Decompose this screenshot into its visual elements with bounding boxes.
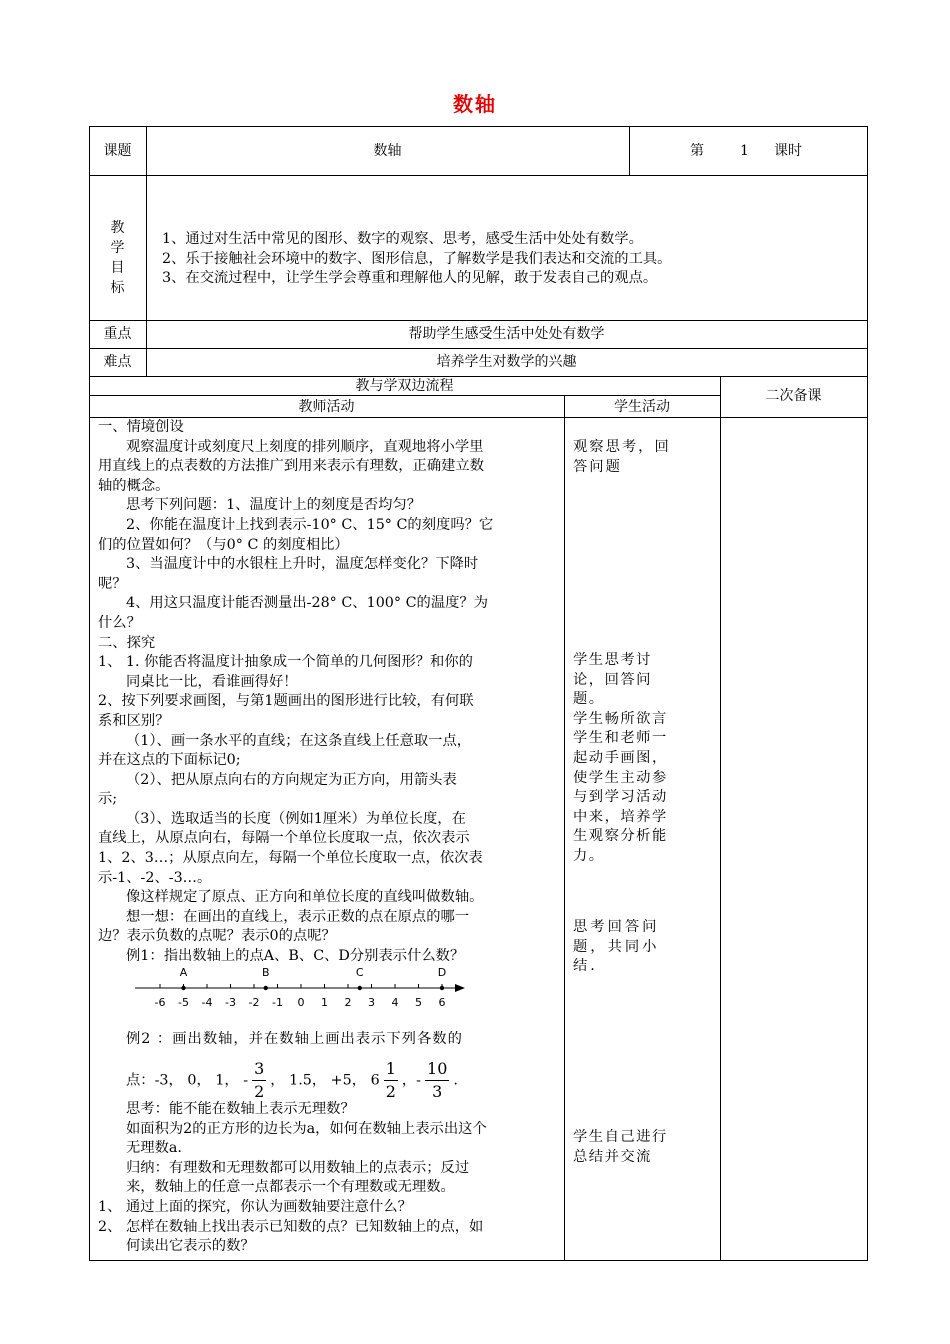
point-a [181, 986, 185, 990]
tick-label: 3 [368, 996, 375, 1009]
point-label: B [261, 966, 270, 979]
point-c [358, 986, 362, 990]
tick-label: -2 [248, 996, 260, 1009]
teacher-section-1: 一、情境创设 观察温度计或刻度尺上刻度的排列顺序，直观地将小学里 用直线上的点表数的方法推广到用来表示有理数，正确建立数 轴的概念。 思考下列问题：1、温度计上的刻度是否均匀？ 2、你能在温度计上找到表示-10° C、15° C的刻度吗？它 们的位置如何？（与0° C 的刻度相比） 3、当温度计中的水银柱上升时，温度怎样变化？下降时 呢？ 4、用这只温度计能否测量出-28° C、100° C的温度？为 什么？ 二、探究 1、 1. 你能否将温度计抽象成一个简单的几何图形？和你的 同桌比一比，看谁画得好！ 2、按下列要求画图，与第1题画出的图形进行比较，有何联 系和区别？ （1）、画一条水平的直线；在这条直线上任意取一点， 并在这点的下面标记0; （2）、把从原点向右的方向规定为正方向，用箭头表 示; （3）、选取适当的长度（例如1厘米）为单位长度，在 直线上，从原点向右，每隔一个单位长度取一点，依次表示 1、2、3…；从原点向左，每隔一个单位长度取一点，依次表 示-1、-2、-3…。 像这样规定了原点、正方向和单位长度的直线叫做数轴。 想一想：在画出的直线上，表示正数的点在原点的哪一 边？表示负数的点呢？表示0的点呢？ 例1：指出数轴上的点A、B、C、D分别表示什么数？ [98, 419, 494, 965]
difficult-point-value: 培养学生对数学的兴趣 [436, 354, 577, 370]
teacher-activity-header: 教师活动 [298, 399, 355, 415]
point-label: D [437, 966, 447, 979]
lesson-suffix: 课时 [774, 143, 802, 159]
student-activity-header: 学生活动 [614, 399, 670, 415]
student-block-3: 思考回答问 题，共同小 结. [573, 919, 660, 975]
process-header: 教与学双边流程 [355, 378, 454, 394]
lesson-number: 1 [740, 143, 749, 159]
topic-label: 课题 [103, 143, 132, 159]
point-label: A [179, 966, 188, 979]
point-label: C [355, 966, 364, 979]
tick-label: 6 [438, 996, 446, 1009]
tick-label: 4 [391, 996, 399, 1009]
key-point-value: 帮助学生感受生活中处处有数学 [408, 326, 605, 342]
fraction: $\frac{1}{2}$ [385, 1058, 396, 1101]
point-b [264, 986, 268, 990]
tick-label: -6 [154, 996, 166, 1009]
number-line [135, 962, 475, 1012]
axis-arrow [455, 984, 465, 992]
goals-list [162, 230, 671, 289]
fraction: $\frac{10}{3}$ [427, 1058, 448, 1101]
point-d [440, 986, 444, 990]
tick-label: 2 [344, 996, 352, 1009]
key-point-label: 重点 [103, 326, 132, 342]
tick-label: -4 [201, 996, 213, 1009]
fraction: $\frac{3}{2}$ [254, 1058, 265, 1101]
student-block-2: 学生思考讨 论，回答问 题。 学生畅所欲言 学生和老师一 起动手画图， 使学生主动参 与到学习活动 中来，培养学 生观察分析能 力。 [573, 652, 668, 864]
tick-label: -5 [178, 996, 189, 1009]
student-block-4: 学生自己进行 总结并交流 [573, 1129, 668, 1165]
lesson-prefix: 第 [690, 143, 704, 159]
goals-label: 教 学 目 标 [110, 220, 125, 296]
goal-item: 3、在交流过程中，让学生学会尊重和理解他人的见解，敢于发表自己的观点。 [162, 270, 658, 287]
goal-item: 2、乐于接触社会环境中的数字、图形信息，了解数学是我们表达和交流的工具。 [162, 250, 672, 267]
tick-label: -3 [225, 996, 236, 1009]
tick-label: 0 [297, 996, 305, 1009]
tick-label: 1 [321, 996, 328, 1009]
second-prep-header: 二次备课 [765, 388, 822, 404]
student-block-1: 观察思考，回 答问题 [573, 439, 671, 475]
page-title: 数轴 [453, 92, 497, 116]
example-2: 例2 ：画出数轴，并在数轴上画出表示下列各数的 点：-3， 0， 1， - $\frac{3}{2}$ ， 1.5， +5， 6 $\frac{1}{2}$ ，- $\frac{10}{3}$ . [126, 1031, 463, 1101]
teacher-section-3: 思考：能不能在数轴上表示无理数？ 如面积为2的正方形的边长为a，如何在数轴上表示出这个 无理数a. 归纳：有理数和无理数都可以用数轴上的点表示；反过 来，数轴上的任意一点都表示一个有理数或无理数。 1、 通过上面的探究，你认为画数轴要注意什么？ 2、 怎样在数轴上找出表示已知数的点？已知数轴上的点，如 何读出它表示的数？ [98, 1101, 487, 1255]
topic-value: 数轴 [373, 143, 402, 159]
tick-label: 5 [415, 996, 422, 1009]
tick-label: -1 [272, 996, 283, 1009]
difficult-point-label: 难点 [103, 354, 132, 370]
goal-item: 1、通过对生活中常见的图形、数字的观察、思考，感受生活中处处有数学。 [162, 231, 643, 247]
